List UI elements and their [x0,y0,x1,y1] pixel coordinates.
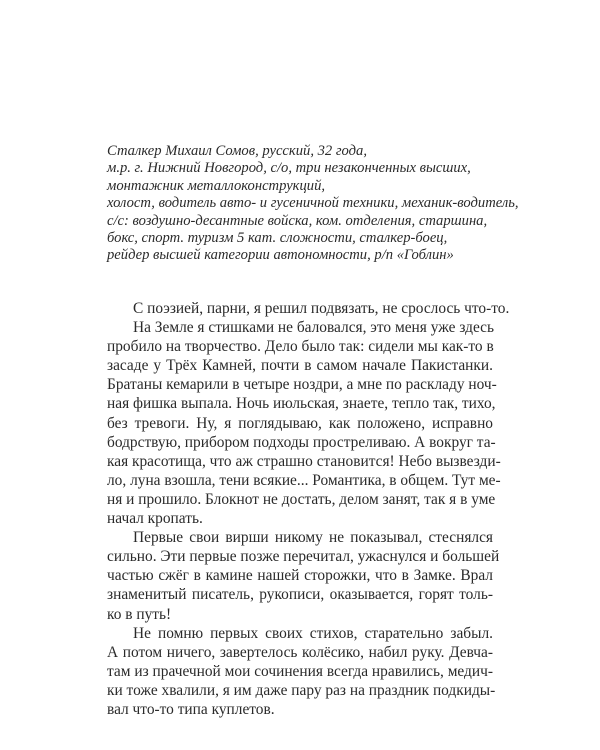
paragraph-line: Братаны кемарили в четыре ноздри, а мне по раскладу ноч- [107,376,497,394]
paragraph-line: засаде у Трёх Камней, почти в самом начале Пакистанки. [107,357,493,375]
paragraph-line: начал кропать. [107,510,203,528]
epigraph-line: рейдер высшей категории автономности, р/п «Гоблин» [107,247,454,264]
paragraph-line: ко в путь! [107,605,172,623]
epigraph-line: бокс, спорт. туризм 5 кат. сложности, сталкер-боец, [107,230,448,247]
body-text [107,299,510,719]
epigraph-line: Сталкер Михаил Сомов, русский, 32 года, [107,143,367,159]
epigraph [107,143,519,265]
paragraph-line: сильно. Эти первые позже перечитал, ужаснулся и большей [107,548,500,566]
epigraph-line: холост, водитель авто- и гусеничной техники, механик-водитель, [107,195,519,212]
epigraph-line: м.р. г. Нижний Новгород, с/о, три незаконченных высших, [107,160,471,177]
epigraph-line: монтажник металлоконструкций, [107,177,326,194]
paragraph-line: Не помню первых своих стихов, старательно забыл. [133,624,493,642]
paragraph [107,318,501,528]
paragraph-line: ная фишка выпала. Ночь июльская, знаете, тепло так, тихо, [107,395,496,413]
paragraph-line: вал что-то типа куплетов. [107,700,275,718]
paragraph-line: Первые свои вирши никому не показывал, стеснялся [133,529,493,547]
paragraph-line: знаменитый писатель, рукописи, оказывается, горят толь- [107,586,493,604]
paragraph-line: ки тоже хвалили, я им даже пару раз на праздник подкиды- [107,681,496,699]
paragraph [107,299,510,318]
paragraph-line: кая красотища, что аж страшно становится! Небо вызвезди- [107,452,501,470]
epigraph-line: с/с: воздушно-десантные войска, ком. отделения, старшина, [107,212,488,229]
paragraph-line: пробило на творчество. Дело было так: сидели мы как-то в [107,338,494,356]
paragraph-line: без тревоги. Ну, я поглядываю, как положено, исправно [107,414,493,432]
paragraph-line: С поэзией, парни, я решил подвязать, не срослось что-то. [133,300,510,317]
paragraph-line: там из прачечной мои сочинения всегда нравились, медич- [107,662,493,680]
paragraph-line: частью сжёг в камине нашей сторожки, что в Замке. Врал [107,567,493,585]
paragraph-line: бодрствую, прибором подходы простреливаю. А вокруг та- [107,433,496,451]
paragraph-line: На Земле я стишками не баловался, это меня уже здесь [133,319,495,337]
paragraph-line: А потом ничего, завертелось колёсико, набил руку. Девча- [107,643,493,661]
paragraph-line: ло, луна взошла, тени всякие... Романтика, в общем. Тут ме- [107,471,501,489]
paragraph [107,624,496,719]
paragraph-line: ня и прошило. Блокнот не достать, делом занят, так я в уме [107,490,496,508]
paragraph [107,528,500,623]
